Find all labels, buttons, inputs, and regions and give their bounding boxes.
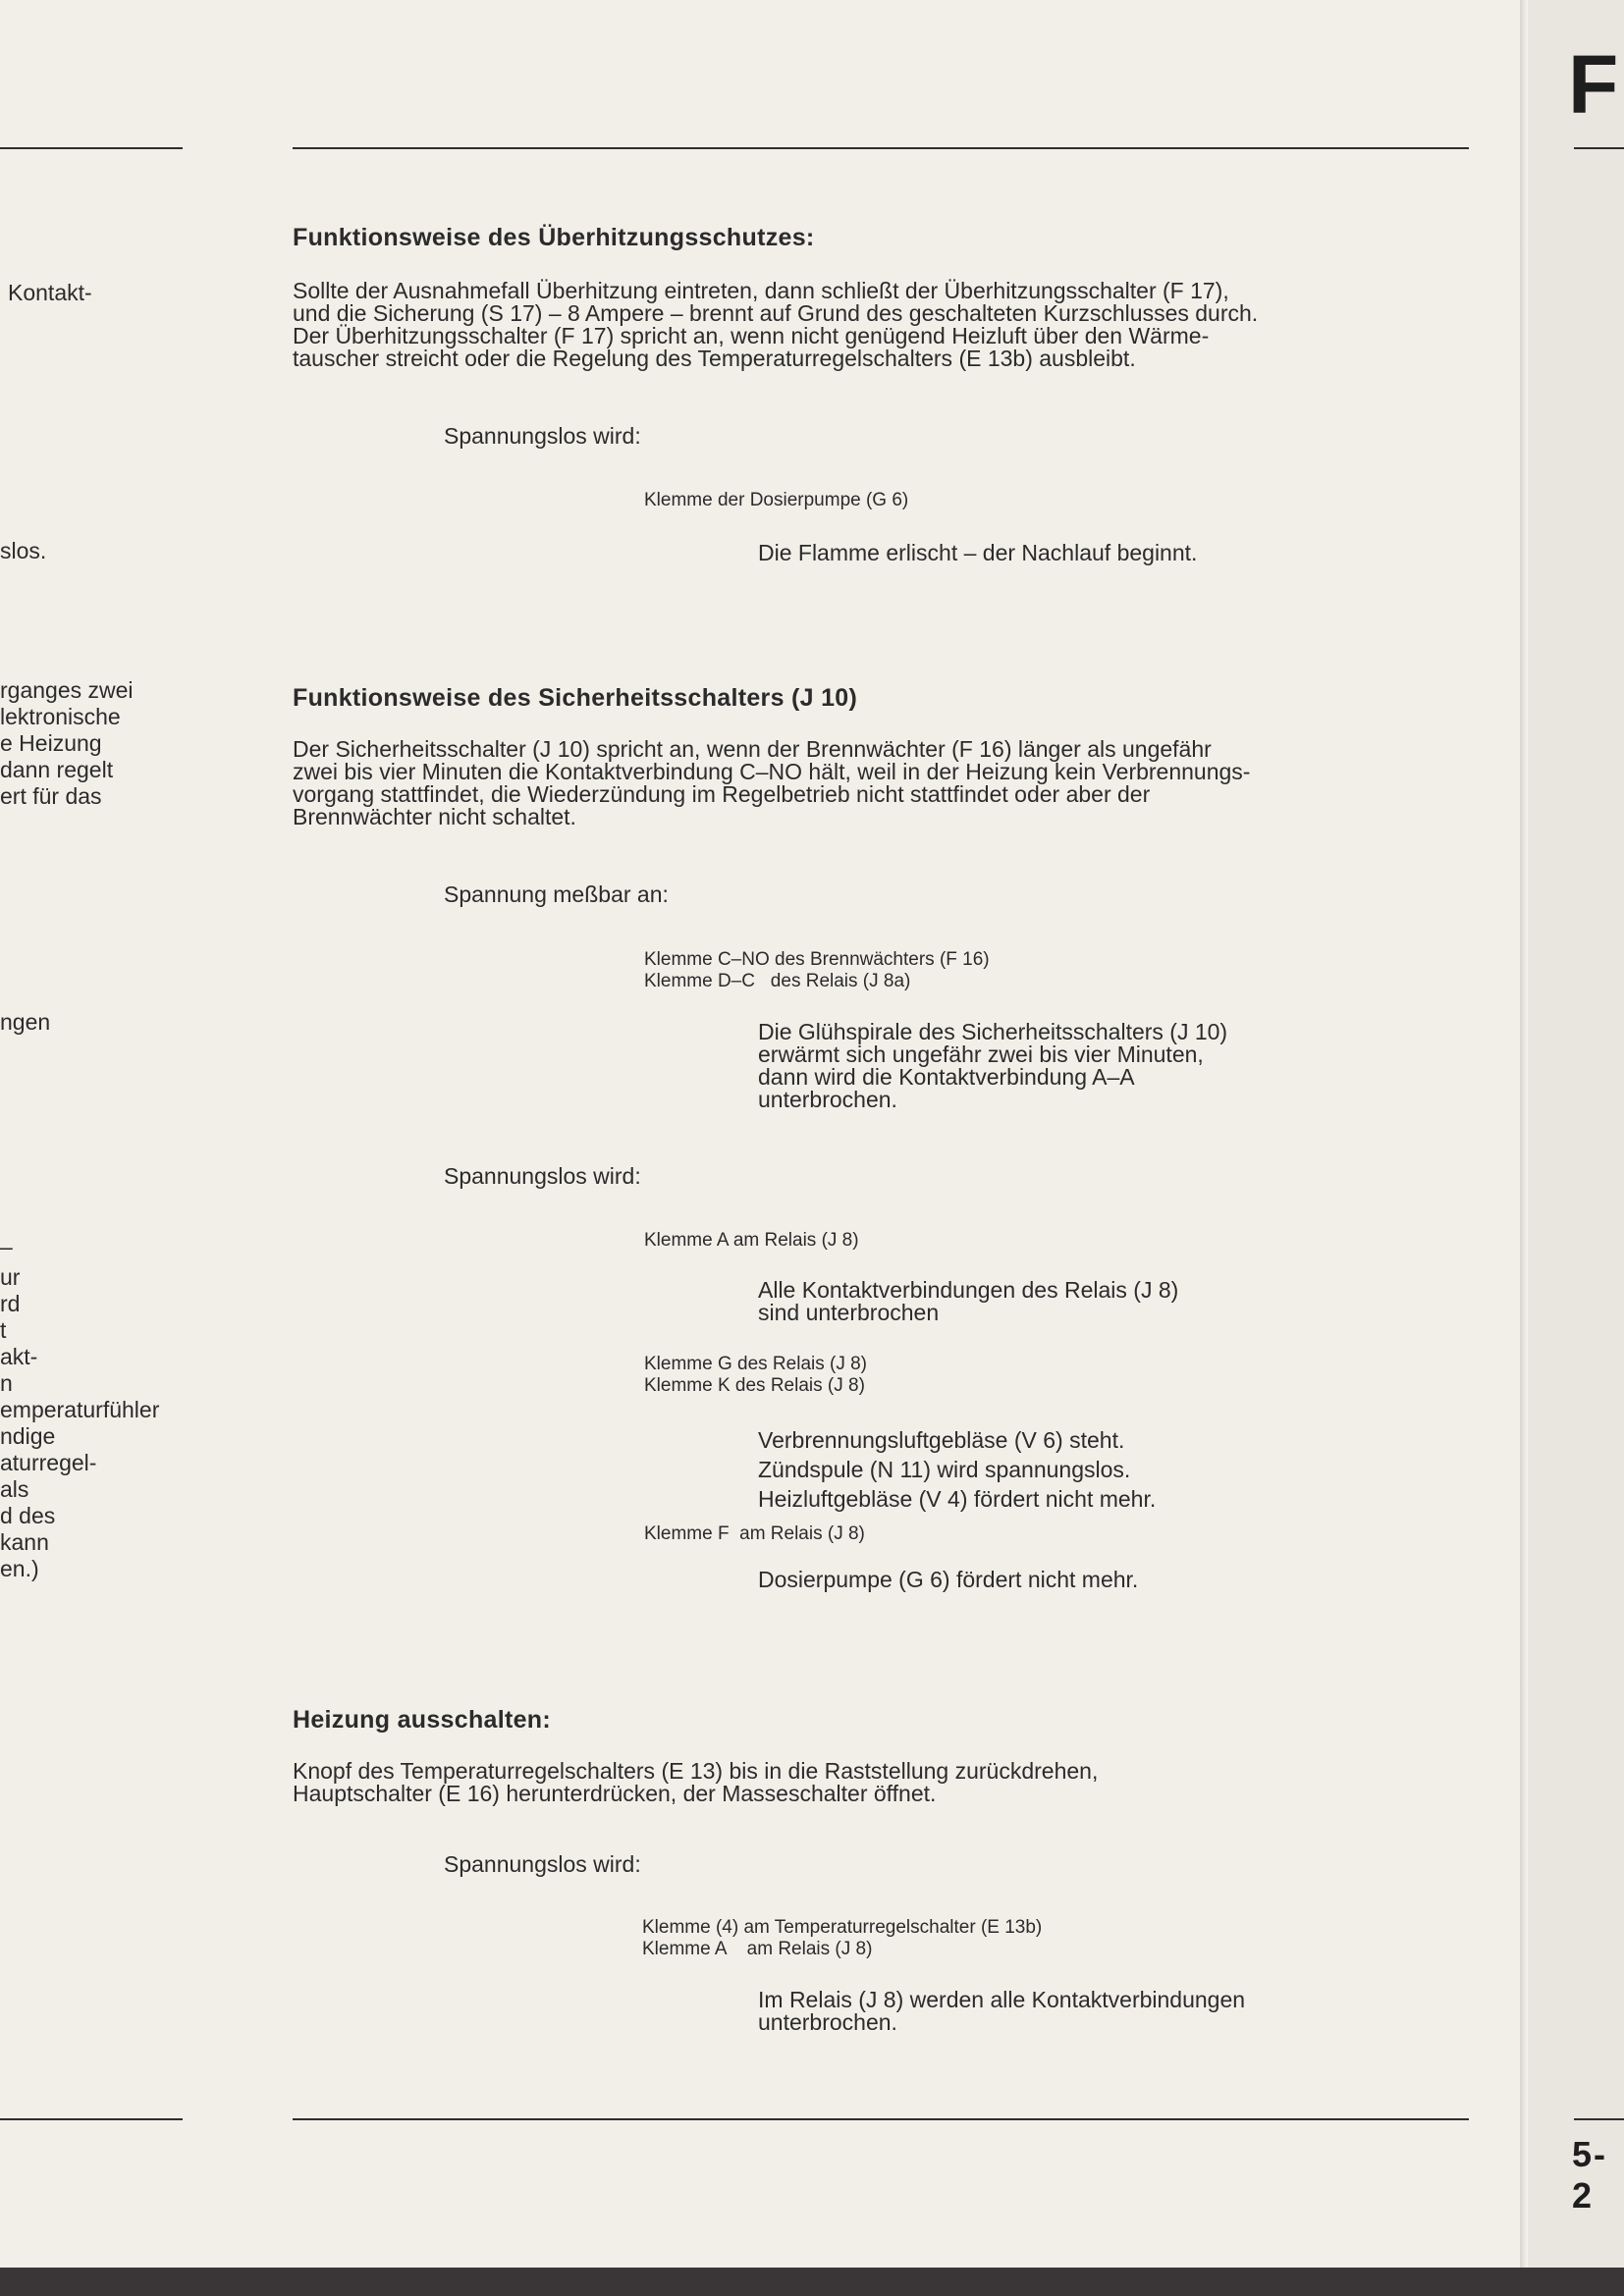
result-switch-off — [758, 1989, 1245, 2034]
left-fragment: ngen — [0, 1009, 51, 1035]
result-line: Heizluftgebläse (V 4) fördert nicht mehr. — [758, 1486, 1157, 1512]
left-bottom-rule — [0, 2118, 183, 2120]
body-line: Sollte der Ausnahmefall Überhitzung eintreten, dann schließt der Überhitzungsschalter (F 17), — [293, 278, 1229, 303]
left-fragment: n — [0, 1370, 13, 1396]
result-line: Zündspule (N 11) wird spannungslos. — [758, 1457, 1131, 1482]
side-tab-rule — [1574, 147, 1624, 149]
body-line: tauscher streicht oder die Regelung des Temperaturregelschalters (E 13b) ausbleibt. — [293, 346, 1136, 371]
terminal-line: Klemme C–NO des Brennwächters (F 16) — [644, 949, 990, 970]
bottom-rule — [293, 2118, 1469, 2120]
terminal-line: Klemme A am Relais (J 8) — [644, 1230, 859, 1251]
terminals-measurable — [644, 949, 990, 992]
terminal-line: Klemme K des Relais (J 8) — [644, 1375, 865, 1396]
result-line: unterbrochen. — [758, 1087, 897, 1112]
left-fragment: t — [0, 1317, 7, 1343]
terminal-line: Klemme D–C des Relais (J 8a) — [644, 971, 911, 991]
left-fragment: rd — [0, 1291, 21, 1316]
scan-bottom-edge — [0, 2268, 1624, 2296]
terminal-line: Klemme G des Relais (J 8) — [644, 1354, 868, 1374]
left-fragment: lektronische — [0, 704, 121, 729]
left-fragment: ndige — [0, 1423, 56, 1449]
result-line: Im Relais (J 8) werden alle Kontaktverbindungen — [758, 1987, 1246, 2012]
label-spannungslos: Spannungslos wird: — [444, 423, 641, 449]
terminal-line: Klemme F am Relais (J 8) — [644, 1523, 865, 1544]
left-fragment: d des — [0, 1503, 56, 1528]
body-line: Der Überhitzungsschalter (F 17) spricht an, wenn nicht genügend Heizluft über den Wärme- — [293, 323, 1210, 348]
label-spannungslos: Spannungslos wird: — [444, 1163, 641, 1189]
top-rule — [293, 147, 1469, 149]
terminal-line: Klemme der Dosierpumpe (G 6) — [644, 490, 909, 510]
section-body-switch-off — [293, 1760, 1098, 1805]
result-line: dann wird die Kontaktverbindung A–A — [758, 1064, 1135, 1090]
adjacent-page-strip — [1527, 0, 1624, 2296]
terminal-line: Klemme (4) am Temperaturregelschalter (E 13b) — [642, 1917, 1043, 1938]
left-fragment: Kontakt- — [8, 280, 92, 305]
page-number-rule — [1574, 2118, 1624, 2120]
side-tab-letter: F — [1568, 38, 1619, 131]
result-line: Die Flamme erlischt – der Nachlauf beginnt. — [758, 540, 1198, 565]
result-line: Verbrennungsluftgebläse (V 6) steht. — [758, 1427, 1125, 1453]
left-fragment: e Heizung — [0, 730, 102, 756]
left-fragment: kann — [0, 1529, 49, 1555]
left-fragment: ur — [0, 1264, 21, 1290]
body-line: Knopf des Temperaturregelschalters (E 13) bis in die Raststellung zurückdrehen, — [293, 1758, 1099, 1784]
section-body-overheat — [293, 280, 1258, 370]
result-line: erwärmt sich ungefähr zwei bis vier Minuten, — [758, 1041, 1204, 1067]
left-fragment: dann regelt — [0, 757, 114, 782]
left-top-rule — [0, 147, 183, 149]
page-number: 5-2 — [1572, 2134, 1608, 2216]
result-line: Alle Kontaktverbindungen des Relais (J 8) — [758, 1277, 1179, 1303]
section-body-safety-switch — [293, 738, 1250, 828]
terminal-line: Klemme A am Relais (J 8) — [642, 1939, 873, 1959]
body-line: Hauptschalter (E 16) herunterdrücken, der Masseschalter öffnet. — [293, 1781, 937, 1806]
result-line: Die Glühspirale des Sicherheitsschalters (J 10) — [758, 1019, 1228, 1044]
left-fragment: ert für das — [0, 783, 102, 809]
body-line: und die Sicherung (S 17) – 8 Ampere – brennt auf Grund des geschalteten Kurzschlusses durch. — [293, 300, 1259, 326]
body-line: Der Sicherheitsschalter (J 10) spricht an, wenn der Brennwächter (F 16) länger als ungefähr — [293, 736, 1212, 762]
terminals-gk — [644, 1354, 867, 1397]
terminals-switch-off — [642, 1917, 1042, 1960]
left-fragment: emperaturfühler — [0, 1397, 160, 1422]
result-a — [758, 1279, 1178, 1324]
body-line: zwei bis vier Minuten die Kontaktverbindung C–NO hält, weil in der Heizung kein Verbrennungs- — [293, 759, 1251, 784]
section-heading-overheat: Funktionsweise des Überhitzungsschutzes: — [293, 224, 815, 251]
result-line: sind unterbrochen — [758, 1300, 940, 1325]
left-fragment: – — [0, 1234, 13, 1259]
label-spannungslos: Spannungslos wird: — [444, 1851, 641, 1877]
page-edge-shadow — [1520, 0, 1528, 2268]
result-line: unterbrochen. — [758, 2009, 897, 2035]
left-fragment: aturregel- — [0, 1450, 97, 1475]
body-line: vorgang stattfindet, die Wiederzündung im Regelbetrieb nicht stattfindet oder aber der — [293, 781, 1151, 807]
left-fragment: akt- — [0, 1344, 38, 1369]
label-spannung-messbar: Spannung meßbar an: — [444, 881, 669, 907]
left-fragment: als — [0, 1476, 29, 1502]
left-fragment: en.) — [0, 1556, 39, 1581]
result-line: Dosierpumpe (G 6) fördert nicht mehr. — [758, 1567, 1139, 1592]
section-heading-switch-off: Heizung ausschalten: — [293, 1706, 551, 1734]
section-heading-safety-switch: Funktionsweise des Sicherheitsschalters (J 10) — [293, 684, 858, 712]
result-gk — [758, 1425, 1156, 1514]
body-line: Brennwächter nicht schaltet. — [293, 804, 576, 829]
left-fragment: rganges zwei — [0, 677, 134, 703]
left-fragment: slos. — [0, 538, 47, 563]
result-measurable — [758, 1021, 1227, 1111]
